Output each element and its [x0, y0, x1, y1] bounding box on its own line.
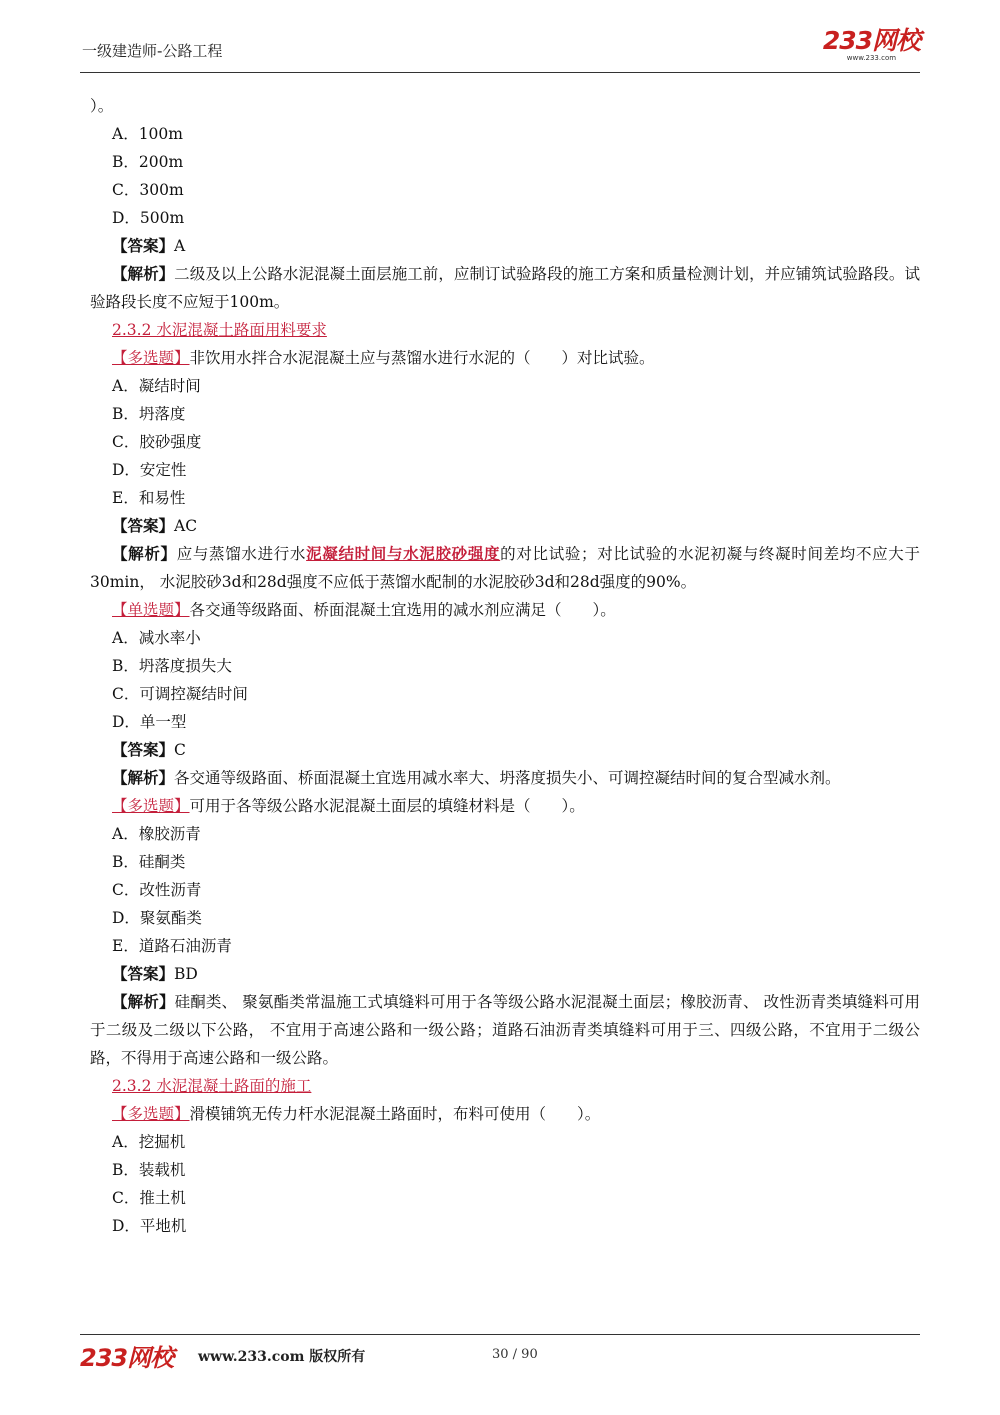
answer-line	[90, 512, 920, 540]
option-b: B．坍落度损失大	[112, 657, 232, 675]
question-stem	[90, 344, 920, 372]
option-a: A．减水率小	[112, 629, 201, 647]
answer-line	[90, 960, 920, 988]
analysis-text: 硅酮类、 聚氨酯类常温施工式填缝料可用于各等级公路水泥混凝土面层；橡胶沥青、 改性沥青类填缝料可用于二级及二级以下公路， 不宜用于高速公路和一级公路；道路石油沥青类填缝料可用于三、四级公路，不宜用于二级公路，不得用于高速公路和一级公路。	[90, 993, 920, 1067]
page-number: 30 / 90	[492, 1347, 538, 1362]
footer-divider	[80, 1334, 920, 1335]
question-text: 各交通等级路面、桥面混凝土宜选用的减水剂应满足（ ）。	[189, 601, 616, 619]
analysis-text: 的对比试验；对比试验的水泥初凝与终凝时间差均不应大于30min， 水泥胶砂3d和28d强度不应低于蒸馏水配制的水泥胶砂3d和28d强度的90%。	[90, 545, 920, 591]
option-c: C．胶砂强度	[112, 433, 202, 451]
question-type-tag[interactable]: 【多选题】	[112, 349, 190, 367]
option-c: C．改性沥青	[112, 881, 202, 899]
answer-label: 【答案】	[112, 516, 175, 535]
analysis-text: 各交通等级路面、桥面混凝土宜选用减水率大、坍落度损失小、可调控凝结时间的复合型减水剂。	[174, 769, 841, 787]
option-b: B．硅酮类	[112, 853, 186, 871]
document-body	[90, 92, 920, 1240]
question-stem	[90, 792, 920, 820]
analysis-paragraph	[90, 988, 920, 1072]
answer-value: BD	[174, 965, 198, 983]
option-c: C．推土机	[112, 1189, 186, 1207]
question-text: 滑模铺筑无传力杆水泥混凝土路面时，布料可使用（ ）。	[189, 1105, 601, 1123]
analysis-label: 【解析】	[112, 544, 177, 563]
question-type-tag[interactable]: 【单选题】	[112, 601, 190, 619]
option-d: D．聚氨酯类	[112, 909, 202, 927]
analysis-text: 二级及以上公路水泥混凝土面层施工前，应制订试验路段的施工方案和质量检测计划，并应铺筑试验路段。试验路段长度不应短于100m。	[90, 265, 920, 311]
option-a: A．100m	[112, 125, 183, 143]
section-heading[interactable]: 2.3.2 水泥混凝土路面用料要求	[112, 321, 327, 339]
answer-line	[90, 232, 920, 260]
page-header	[80, 28, 920, 74]
question-text: 可用于各等级公路水泥混凝土面层的填缝材料是（ ）。	[189, 797, 585, 815]
option-c: C．可调控凝结时间	[112, 685, 248, 703]
answer-label: 【答案】	[112, 740, 175, 759]
analysis-paragraph	[90, 764, 920, 792]
footer-logo: 233网校	[80, 1344, 174, 1372]
option-c: C．300m	[112, 181, 184, 199]
analysis-keyword[interactable]: 泥凝结时间与水泥胶砂强度	[306, 544, 501, 563]
question-tail: ）。	[90, 97, 114, 115]
page-footer	[80, 1338, 920, 1372]
question-text: 非饮用水拌合水泥混凝土应与蒸馏水进行水泥的（ ）对比试验。	[189, 349, 655, 367]
option-a: A．凝结时间	[112, 377, 201, 395]
option-a: A．挖掘机	[112, 1133, 186, 1151]
logo-text: 233网校	[822, 26, 920, 55]
section-heading[interactable]: 2.3.2 水泥混凝土路面的施工	[112, 1077, 312, 1095]
question-stem	[90, 1100, 920, 1128]
question-stem	[90, 596, 920, 624]
option-e: E．道路石油沥青	[112, 937, 232, 955]
option-d: D．平地机	[112, 1217, 187, 1235]
answer-label: 【答案】	[112, 236, 175, 255]
analysis-label: 【解析】	[112, 768, 175, 787]
answer-value: A	[174, 237, 186, 255]
question-type-tag[interactable]: 【多选题】	[112, 797, 190, 815]
option-d: D．单一型	[112, 713, 187, 731]
analysis-text: 应与蒸馏水进行水	[176, 545, 307, 563]
option-a: A．橡胶沥青	[112, 825, 201, 843]
option-b: B．坍落度	[112, 405, 186, 423]
option-b: B．200m	[112, 153, 184, 171]
header-divider	[80, 72, 920, 73]
analysis-paragraph	[90, 260, 920, 316]
option-e: E．和易性	[112, 489, 186, 507]
option-d: D．500m	[112, 209, 185, 227]
question-type-tag[interactable]: 【多选题】	[112, 1105, 190, 1123]
header-title: 一级建造师-公路工程	[82, 42, 223, 60]
answer-label: 【答案】	[112, 964, 175, 983]
brand-logo	[823, 28, 920, 63]
option-d: D．安定性	[112, 461, 187, 479]
answer-value: C	[174, 741, 186, 759]
footer-site-text[interactable]: www.233.com 版权所有	[198, 1349, 366, 1365]
analysis-label: 【解析】	[112, 992, 175, 1011]
answer-value: AC	[174, 517, 198, 535]
answer-line	[90, 736, 920, 764]
logo-url: www.233.com	[846, 54, 897, 62]
analysis-label: 【解析】	[112, 264, 175, 283]
option-b: B．装载机	[112, 1161, 186, 1179]
analysis-paragraph	[90, 540, 920, 596]
